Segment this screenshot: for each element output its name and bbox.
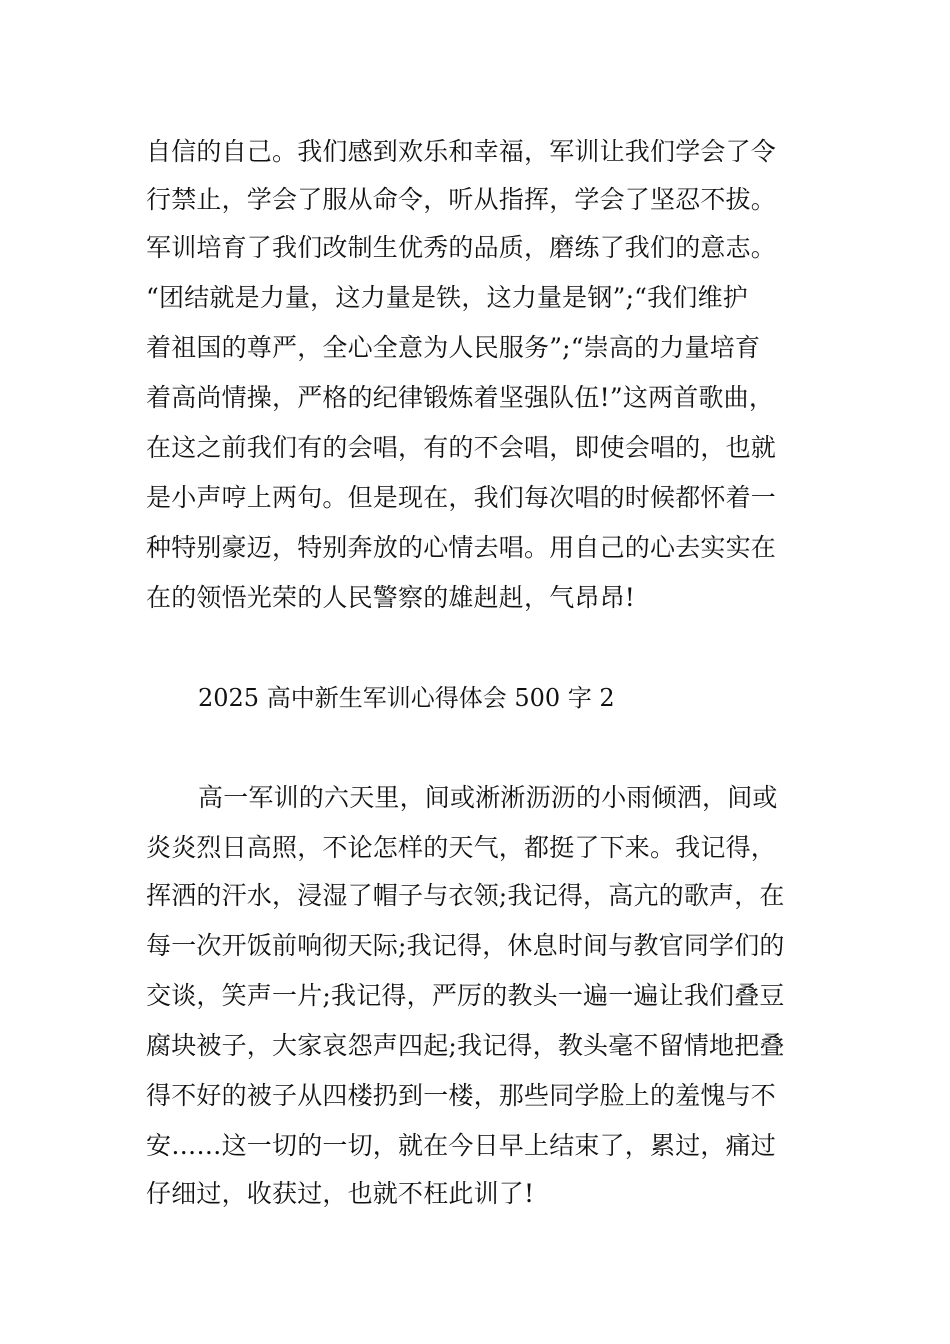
paragraph-1-line-6: 着高尚情操，严格的纪律锻炼着坚强队伍!”这两首歌曲，: [146, 383, 775, 412]
paragraph-2-line-2: 炎炎烈日高照，不论怎样的天气，都挺了下来。我记得，: [146, 833, 777, 862]
paragraph-1-line-5: 着祖国的尊严，全心全意为人民服务”;“崇高的力量培育: [146, 333, 761, 362]
paragraph-2-line-1: 高一军训的六天里，间或淅淅沥沥的小雨倾洒，间或: [198, 783, 778, 812]
paragraph-2-line-8: 安……这一切的一切，就在今日早上结束了，累过，痛过: [146, 1131, 777, 1160]
section-heading: 2025 高中新生军训心得体会 500 字 2: [198, 684, 615, 712]
paragraph-2-line-7: 得不好的被子从四楼扔到一楼，那些同学脸上的羞愧与不: [146, 1081, 777, 1110]
paragraph-1-line-2: 行禁止，学会了服从命令，听从指挥，学会了坚忍不拔。: [146, 185, 777, 214]
paragraph-1-line-1: 自信的自己。我们感到欢乐和幸福，军训让我们学会了令: [146, 137, 777, 166]
paragraph-1-line-10: 在的领悟光荣的人民警察的雄赳赳，气昂昂!: [146, 583, 636, 612]
paragraph-2-line-3: 挥洒的汗水，浸湿了帽子与衣领;我记得，高亢的歌声，在: [146, 881, 785, 910]
paragraph-1-line-3: 军训培育了我们改制生优秀的品质，磨练了我们的意志。: [146, 233, 777, 262]
paragraph-2-line-9: 仔细过，收获过，也就不枉此训了!: [146, 1179, 535, 1208]
paragraph-2-line-4: 每一次开饭前响彻天际;我记得，休息时间与教官同学们的: [146, 931, 785, 960]
paragraph-1-line-9: 种特别豪迈，特别奔放的心情去唱。用自己的心去实实在: [146, 533, 777, 562]
paragraph-2-line-5: 交谈，笑声一片;我记得，严厉的教头一遍一遍让我们叠豆: [146, 981, 785, 1010]
paragraph-2-line-6: 腐块被子，大家哀怨声四起;我记得，教头毫不留情地把叠: [146, 1031, 785, 1060]
paragraph-1-line-8: 是小声哼上两句。但是现在，我们每次唱的时候都怀着一: [146, 483, 777, 512]
paragraph-1-line-7: 在这之前我们有的会唱，有的不会唱，即使会唱的，也就: [146, 433, 777, 462]
paragraph-1-line-4: “团结就是力量，这力量是铁，这力量是钢”;“我们维护: [146, 283, 748, 312]
